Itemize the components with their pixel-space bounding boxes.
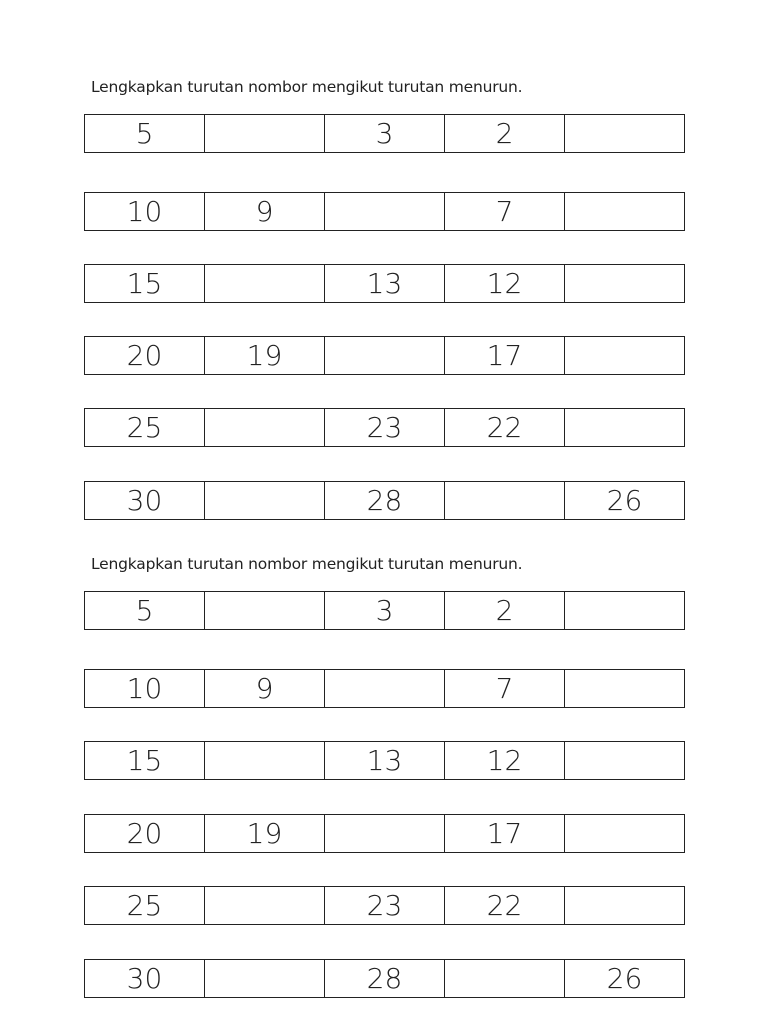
blank-cell[interactable] xyxy=(325,193,445,230)
blank-cell[interactable] xyxy=(205,409,325,446)
number-cell: 22 xyxy=(445,887,565,924)
number-cell: 26 xyxy=(606,961,643,995)
blank-cell[interactable] xyxy=(205,887,325,924)
number-cell: 7 xyxy=(445,670,565,707)
number-cell: 10 xyxy=(85,670,205,707)
number-cell: 23 xyxy=(325,409,445,446)
number-cell: 13 xyxy=(325,742,445,779)
number-cell: 30 xyxy=(85,960,205,997)
number-cell: 23 xyxy=(325,887,445,924)
number-cell: 9 xyxy=(205,670,325,707)
blank-cell[interactable] xyxy=(565,337,684,374)
blank-cell[interactable] xyxy=(565,193,684,230)
number-cell: 20 xyxy=(85,815,205,852)
blank-cell[interactable] xyxy=(325,337,445,374)
sequence-row xyxy=(84,264,685,303)
number-cell: 13 xyxy=(325,265,445,302)
blank-cell[interactable] xyxy=(565,115,684,152)
blank-cell[interactable] xyxy=(205,742,325,779)
sequence-row xyxy=(84,741,685,780)
blank-cell[interactable] xyxy=(205,592,325,629)
number-cell: 2 xyxy=(445,592,565,629)
number-cell: 19 xyxy=(205,815,325,852)
blank-cell[interactable] xyxy=(205,265,325,302)
blank-cell[interactable] xyxy=(565,887,684,924)
number-cell: 26 xyxy=(606,483,643,517)
number-cell: 15 xyxy=(85,742,205,779)
sequence-row xyxy=(84,814,685,853)
number-cell: 28 xyxy=(325,482,445,519)
sequence-row xyxy=(84,408,685,447)
blank-cell[interactable] xyxy=(565,742,684,779)
blank-cell[interactable] xyxy=(445,960,565,997)
blank-cell[interactable] xyxy=(565,592,684,629)
number-cell: 5 xyxy=(85,115,205,152)
sequence-row xyxy=(84,959,685,998)
number-cell: 30 xyxy=(85,482,205,519)
sequence-row xyxy=(84,481,685,520)
number-cell: 19 xyxy=(205,337,325,374)
sequence-row xyxy=(84,192,685,231)
sequence-row xyxy=(84,336,685,375)
number-cell: 22 xyxy=(445,409,565,446)
number-cell: 5 xyxy=(85,592,205,629)
blank-cell[interactable] xyxy=(565,409,684,446)
number-cell: 12 xyxy=(445,265,565,302)
number-cell: 10 xyxy=(85,193,205,230)
sequence-row xyxy=(84,886,685,925)
sequence-row xyxy=(84,669,685,708)
blank-cell[interactable] xyxy=(325,815,445,852)
number-cell: 3 xyxy=(325,115,445,152)
blank-cell[interactable] xyxy=(205,482,325,519)
number-cell: 15 xyxy=(85,265,205,302)
blank-cell[interactable] xyxy=(325,670,445,707)
number-cell: 25 xyxy=(85,887,205,924)
instruction-text: Lengkapkan turutan nombor mengikut turutan menurun. xyxy=(91,555,523,573)
number-cell: 25 xyxy=(85,409,205,446)
blank-cell[interactable] xyxy=(445,482,565,519)
number-cell: 17 xyxy=(445,337,565,374)
blank-cell[interactable] xyxy=(565,815,684,852)
sequence-row xyxy=(84,114,685,153)
instruction-text: Lengkapkan turutan nombor mengikut turutan menurun. xyxy=(91,78,523,96)
blank-cell[interactable] xyxy=(205,115,325,152)
number-cell: 12 xyxy=(445,742,565,779)
number-cell: 9 xyxy=(205,193,325,230)
number-cell: 28 xyxy=(325,960,445,997)
blank-cell[interactable] xyxy=(565,670,684,707)
sequence-row xyxy=(84,591,685,630)
number-cell: 2 xyxy=(445,115,565,152)
number-cell: 7 xyxy=(445,193,565,230)
blank-cell[interactable] xyxy=(205,960,325,997)
number-cell: 20 xyxy=(85,337,205,374)
blank-cell[interactable] xyxy=(565,265,684,302)
number-cell: 17 xyxy=(445,815,565,852)
number-cell: 3 xyxy=(325,592,445,629)
